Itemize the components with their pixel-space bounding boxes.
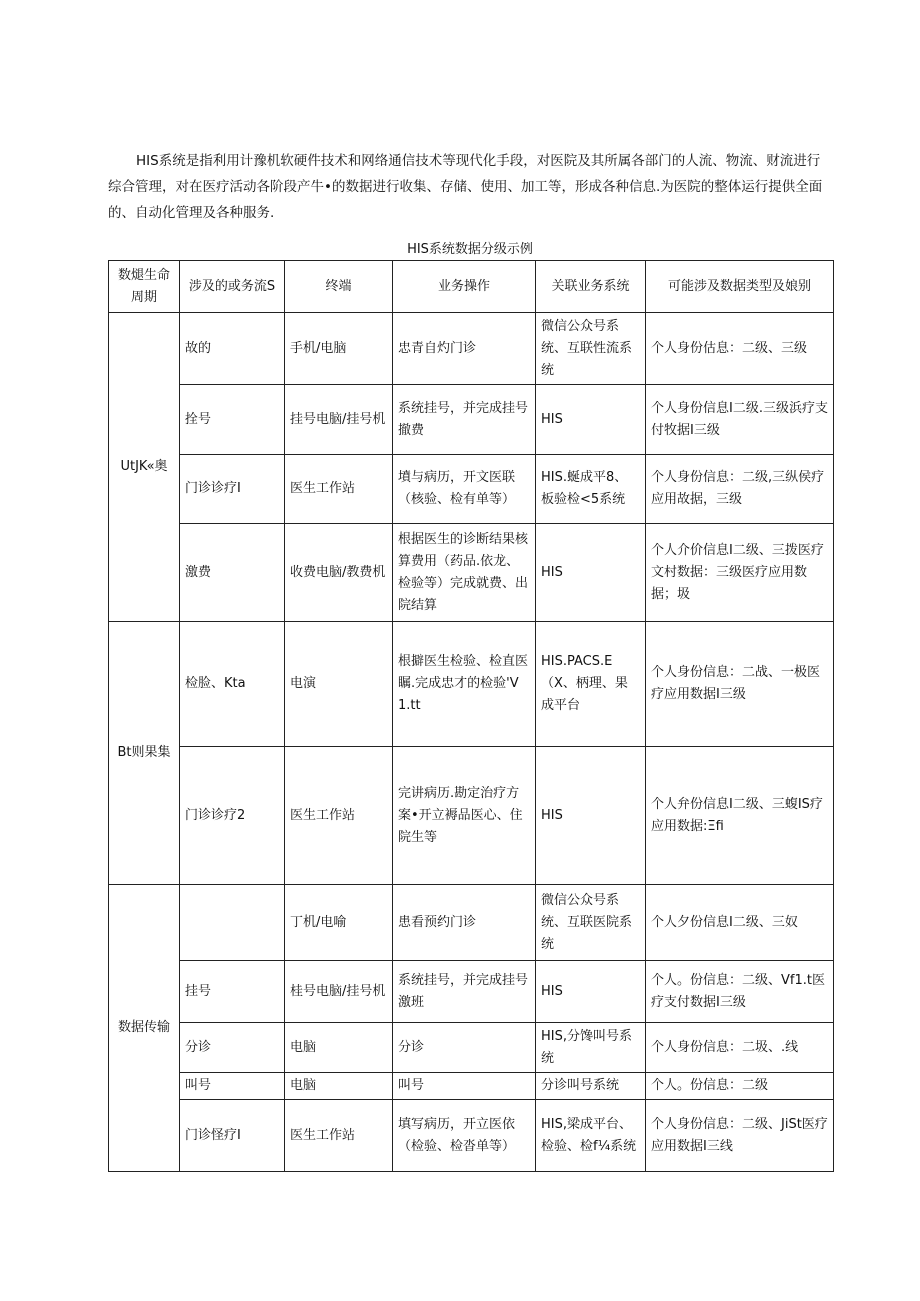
operation-cell: 系统挂号，并完成挂号撤费 xyxy=(393,385,536,455)
system-cell: 微信公众号系统、互联性流系统 xyxy=(536,313,646,385)
table-row xyxy=(109,455,834,524)
business-cell: 激费 xyxy=(180,524,285,622)
terminal-cell: 电脑 xyxy=(285,1023,393,1073)
operation-cell: 填写病历，开立医依（检验、检沓单等） xyxy=(393,1100,536,1172)
system-cell: HIS,分馋叫号系统 xyxy=(536,1023,646,1073)
header-system: 关联业务系统 xyxy=(536,261,646,313)
table-row xyxy=(109,524,834,622)
table-row xyxy=(109,1023,834,1073)
header-data-type: 可能涉及数据类型及娘别 xyxy=(646,261,834,313)
system-cell: HIS xyxy=(536,961,646,1023)
terminal-cell: 医生工作站 xyxy=(285,1100,393,1172)
system-cell: HIS.蜒成平8、板验检<5系统 xyxy=(536,455,646,524)
operation-cell: 根擗医生检验、检直医瞩.完成忠才的检验'V1.tt xyxy=(393,622,536,747)
business-cell: 分诊 xyxy=(180,1023,285,1073)
stage-cell: Bt则果集 xyxy=(109,622,180,885)
data-type-cell: 个人。份信息：二级 xyxy=(646,1073,834,1100)
header-lifecycle: 数煺生命周期 xyxy=(109,261,180,313)
table-row xyxy=(109,313,834,385)
table-row xyxy=(109,1100,834,1172)
intro-paragraph: HIS系统是指利用计豫机软硬件技术和网络通信技术等现代化手段，对医院及其所属各部门的人流、物流、财流进行综合管理，对在医疗活动各阶段产牛•的数据进行收集、存储、使用、加工等，形成各种信息.为医院的整体运行提供全面的、自动化管理及各种服务. xyxy=(108,153,823,221)
business-cell: 门诊怪疗I xyxy=(180,1100,285,1172)
business-cell: 拴号 xyxy=(180,385,285,455)
data-type-cell: 个人身份信息：二圾、.线 xyxy=(646,1023,834,1073)
system-cell: HIS.PACS.E（X、柄理、果成平台 xyxy=(536,622,646,747)
terminal-cell: 桂号电脑/挂号机 xyxy=(285,961,393,1023)
table-row xyxy=(109,385,834,455)
terminal-cell: 电脑 xyxy=(285,1073,393,1100)
terminal-cell: 医生工作站 xyxy=(285,747,393,885)
business-cell: 门诊诊疗2 xyxy=(180,747,285,885)
header-row xyxy=(109,261,834,313)
operation-cell: 根据医生的诊断结果核算费用（药品.依龙、检验等）完成就费、出院结算 xyxy=(393,524,536,622)
terminal-cell: 挂号电脑/挂号机 xyxy=(285,385,393,455)
system-cell: HIS xyxy=(536,524,646,622)
business-cell: 挂号 xyxy=(180,961,285,1023)
terminal-cell: 电演 xyxy=(285,622,393,747)
system-cell: 微信公众号系统、互联医院系统 xyxy=(536,885,646,961)
data-classification-table xyxy=(108,260,834,1172)
operation-cell: 患看预约门诊 xyxy=(393,885,536,961)
header-terminal: 终端 xyxy=(285,261,393,313)
stage-cell: UtJK«奥 xyxy=(109,313,180,622)
terminal-cell: 医生工作站 xyxy=(285,455,393,524)
business-cell xyxy=(180,885,285,961)
table-row xyxy=(109,747,834,885)
terminal-cell: 丁机/电喻 xyxy=(285,885,393,961)
data-type-cell: 个人弁份信息I二级、三蝮IS疗应用数据:Ξfi xyxy=(646,747,834,885)
data-type-cell: 个人身份信息：二级,三纵侯疗应用故据，三级 xyxy=(646,455,834,524)
operation-cell: 分诊 xyxy=(393,1023,536,1073)
header-business: 涉及的或务流S xyxy=(180,261,285,313)
system-cell: HIS,梁成平台、检验、检f¼系统 xyxy=(536,1100,646,1172)
business-cell: 故的 xyxy=(180,313,285,385)
system-cell: HIS xyxy=(536,385,646,455)
table-row xyxy=(109,622,834,747)
operation-cell: 忠青自灼门诊 xyxy=(393,313,536,385)
operation-cell: 系统挂号，并完成挂号激班 xyxy=(393,961,536,1023)
operation-cell: 墳与病历，开文医联（核验、检有单等） xyxy=(393,455,536,524)
system-cell: 分诊叫号系统 xyxy=(536,1073,646,1100)
table-title: HIS系统数据分级示例 xyxy=(407,242,533,257)
system-cell: HIS xyxy=(536,747,646,885)
business-cell: 门诊诊疗I xyxy=(180,455,285,524)
table-row xyxy=(109,1073,834,1100)
terminal-cell: 手机/电脑 xyxy=(285,313,393,385)
terminal-cell: 收费电脑/教费机 xyxy=(285,524,393,622)
table-row xyxy=(109,885,834,961)
header-operation: 业务操作 xyxy=(393,261,536,313)
table-row xyxy=(109,961,834,1023)
data-type-cell: 个人身份信息：二级、JiSt医疗应用数据I三线 xyxy=(646,1100,834,1172)
data-type-cell: 个人。份信息：二级、Vf1.t医疗支付数据I三级 xyxy=(646,961,834,1023)
business-cell: 叫号 xyxy=(180,1073,285,1100)
data-type-cell: 个人身份信息：二战、一极医疗应用数据I三级 xyxy=(646,622,834,747)
business-cell: 检脸、Kta xyxy=(180,622,285,747)
data-type-cell: 个人身份信息I二级.三级浜疗支付牧据I三级 xyxy=(646,385,834,455)
data-type-cell: 个人身份估息：二级、三级 xyxy=(646,313,834,385)
data-type-cell: 个人介价信息I二级、三拨医疗文村数据：三级医疗应用数据；圾 xyxy=(646,524,834,622)
operation-cell: 完讲病历.勘定治疗方案•开立褥品医心、住院生等 xyxy=(393,747,536,885)
operation-cell: 叫号 xyxy=(393,1073,536,1100)
stage-cell: 数据传输 xyxy=(109,885,180,1172)
data-type-cell: 个人夕份信息I二级、三奴 xyxy=(646,885,834,961)
